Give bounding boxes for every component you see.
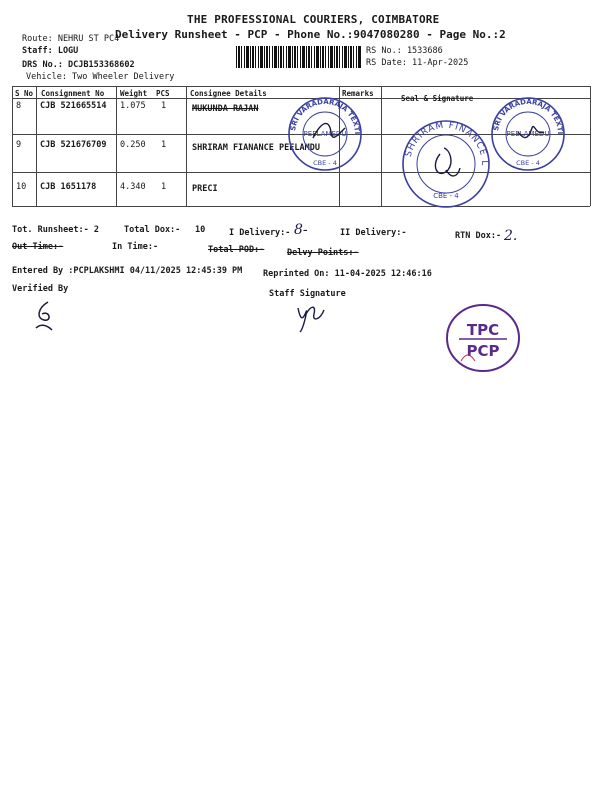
row3-consignment: CJB 1651178	[40, 182, 97, 192]
delvy-points-label: Delvy Points:-	[287, 248, 359, 258]
svg-text:SRI VARADARAJA TEXTILES (P) LI	[485, 86, 565, 134]
row2-consignment: CJB 521676709	[40, 140, 107, 150]
pcp-text: PCP	[466, 342, 500, 360]
staff-signature-label: Staff Signature	[269, 289, 346, 299]
reprinted-on: Reprinted On: 11-04-2025 12:46:16	[263, 269, 432, 279]
route-label: Route: NEHRU ST PC4	[22, 34, 120, 44]
stamp-center-text: PEELAMEDU	[303, 130, 347, 138]
vehicle-label: Vehicle: Two Wheeler Delivery	[26, 72, 175, 82]
verified-by: Verified By	[12, 284, 69, 294]
row2-weight: 0.250	[120, 140, 146, 150]
header-sno: S No	[15, 89, 34, 98]
stamp-outer-text: SRI VARADARAJA TEXTILES (P) LIMITED	[281, 86, 362, 135]
header-pcs: PCS	[156, 89, 170, 98]
col-divider	[36, 86, 37, 206]
col-divider	[381, 86, 382, 206]
in-time-label: In Time:-	[112, 242, 159, 252]
verified-signature	[30, 300, 60, 334]
varadaraja-stamp-right	[484, 86, 568, 172]
row2-pcs: 1	[161, 140, 167, 150]
entered-by: Entered By :PCPLAKSHMI 04/11/2025 12:45:39 PM	[12, 266, 243, 276]
header-remarks: Remarks	[342, 89, 374, 98]
row3-consignee: PRECI	[192, 184, 218, 194]
total-pod-label: Total POD:-	[208, 245, 265, 255]
header-seal: Seal & Signature	[401, 94, 474, 103]
row-divider	[12, 172, 590, 173]
stamp-city-text: CBE - 4	[516, 159, 540, 167]
out-time-label: Out Time:-	[12, 242, 64, 252]
rs-number: RS No.: 1533686	[366, 46, 443, 56]
stamp-center-text: PEELAMEDU	[506, 130, 550, 138]
stamp-outer-text: SHRIRAM FINANCE LIMITED	[395, 111, 490, 167]
col-divider	[116, 86, 117, 206]
staff-signature	[290, 298, 330, 334]
svg-text:SRI VARADARAJA TEXTILES (P) LI	[282, 86, 362, 134]
header-consignment: Consignment No	[41, 89, 105, 98]
rtn-dox-handwritten: 2.	[504, 228, 518, 244]
company-title: THE PROFESSIONAL COURIERS, COIMBATORE	[187, 13, 440, 26]
total-dox-value: 10	[195, 225, 206, 235]
total-dox-label: Total Dox:-	[124, 225, 181, 235]
shriram-stamp	[395, 111, 492, 210]
i-delivery-label: I Delivery:-	[229, 228, 291, 238]
svg-text:SHRIRAM FINANCE LIMITED	[396, 111, 489, 166]
runsheet-title: Delivery Runsheet - PCP - Phone No.:9047080280 - Page No.:2	[115, 28, 506, 41]
row3-weight: 4.340	[120, 182, 146, 192]
row3-pcs: 1	[161, 182, 167, 192]
row1-weight: 1.075	[120, 101, 146, 111]
barcode	[236, 46, 362, 68]
col-divider	[186, 86, 187, 206]
row1-sno: 8	[16, 101, 22, 111]
row1-pcs: 1	[161, 101, 167, 111]
stamp-city-text: CBE - 4	[313, 159, 337, 167]
stamp-city-text: CBE - 4	[433, 192, 459, 200]
tpc-text: TPC	[466, 321, 500, 339]
rtn-dox-label: RTN Dox:-	[455, 231, 502, 241]
row3-sno: 10	[16, 182, 27, 192]
row2-sno: 9	[16, 140, 22, 150]
i-delivery-handwritten: 8-	[294, 222, 308, 238]
row1-consignment: CJB 521665514	[40, 101, 107, 111]
row1-consignee: MUKUNDA RAJAN	[192, 104, 259, 114]
ii-delivery-label: II Delivery:-	[340, 228, 407, 238]
tot-runsheet: Tot. Runsheet:- 2	[12, 225, 99, 235]
table-bottom-border	[12, 206, 590, 207]
col-divider	[590, 86, 591, 206]
rs-date: RS Date: 11-Apr-2025	[366, 58, 469, 68]
drs-label: DRS No.: DCJB153368602	[22, 60, 135, 70]
staff-label: Staff: LOGU	[22, 46, 79, 56]
table-top-border	[12, 86, 590, 87]
stamp-outer-text: SRI VARADARAJA TEXTILES (P) LIMITED	[484, 86, 565, 135]
row2-consignee: SHRIRAM FIANANCE PEELAMDU	[192, 143, 320, 153]
header-weight: Weight	[120, 89, 148, 98]
col-divider	[12, 86, 13, 206]
header-consignee: Consignee Details	[190, 89, 267, 98]
tpc-pcp-stamp	[445, 303, 521, 373]
